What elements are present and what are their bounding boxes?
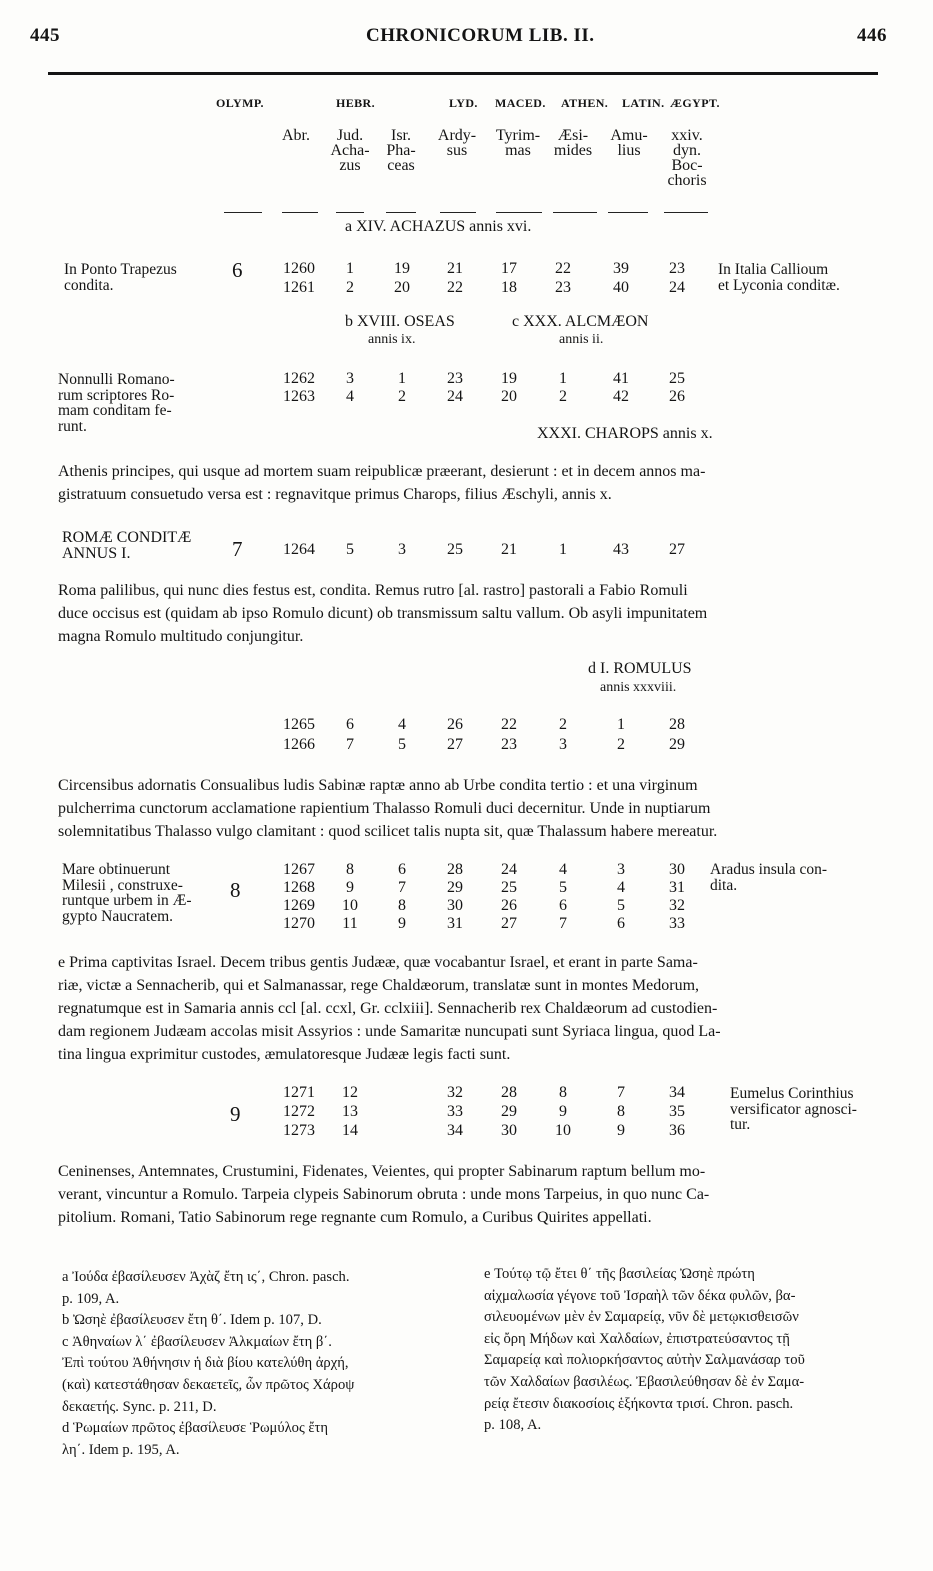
cell-abr: 1270 <box>283 915 315 932</box>
cell-athen: 7 <box>559 915 567 932</box>
cell-isr: 2 <box>398 388 406 405</box>
cell-maced: 17 <box>501 260 517 277</box>
cell-jud: 14 <box>342 1122 358 1139</box>
cell-athen: 1 <box>559 370 567 387</box>
cell-latin: 7 <box>617 1084 625 1101</box>
cell-aegypt: 27 <box>669 541 685 558</box>
cell-latin: 1 <box>617 716 625 733</box>
cell-athen: 9 <box>559 1103 567 1120</box>
footnotes-right: e Τούτῳ τῷ ἔτει θ΄ τῆς βασιλείας Ὠσηὲ πρώτη αἰχμαλωσία γέγονε τοῦ Ἰσραὴλ τῶν δέκα φυλῶν, βα- σιλευομένων μὲν ἐν Σαμαρείᾳ, νῦν δὲ μετῳκισθεισῶν εἰς ὄρη Μήδων καὶ Χαλδαίων, ἐπιστρατεύσαντος τῇ Σαμαρείᾳ καὶ πολιορκήσαντος αὐτὴν Σαλμανάσαρ τοῦ τῶν Χαλδαίων βασιλέως. Ἐβασιλεύθησαν δὲ ἐν Σαμα- ρείᾳ ἔτεσιν διακοσίοις ἑξήκοντα τρισί. Chron. pasch. p. 108, A. <box>484 1266 805 1434</box>
cell-maced: 23 <box>501 736 517 753</box>
king-heading-charops: XXXI. CHAROPS annis x. <box>537 425 713 442</box>
cell-latin: 41 <box>613 370 629 387</box>
cell-abr: 1272 <box>283 1103 315 1120</box>
cell-abr: 1266 <box>283 736 315 753</box>
side-note-trapezus: In Ponto Trapezus condita. <box>64 261 177 294</box>
side-note-romae-conditae: ROMÆ CONDITÆ ANNUS I. <box>62 529 192 562</box>
col-athen: Æsi- mides <box>553 127 593 159</box>
paragraph-athenis: Athenis principes, qui usque ad mortem suam reipublicæ præerant, desierunt : et in decem annos ma- gistratuum consuetudo versa est : regnavitque primus Charops, filius Æschyli, annis x. <box>58 463 706 503</box>
cell-isr: 3 <box>398 541 406 558</box>
footnote-d: d Ῥωμαίων πρῶτος ἐβασίλευσε Ῥωμύλος ἔτη <box>62 1420 329 1437</box>
cell-abr: 1263 <box>283 388 315 405</box>
col-group-athen: ATHEN. <box>561 96 609 110</box>
cell-maced: 20 <box>501 388 517 405</box>
cell-maced: 30 <box>501 1122 517 1139</box>
cell-jud: 4 <box>346 388 354 405</box>
paragraph-roma: Roma palilibus, qui nunc dies festus est, condita. Remus rutro [al. rastro] pastorali a Fabio Romuli duce occisus est (quidam ab ipso Romulo dicunt) ob transmissum saltu vallum. Ob asyli impunitatem magna Romulo multitudo conjungitur. <box>58 582 708 645</box>
cell-athen: 5 <box>559 879 567 896</box>
cell-aegypt: 30 <box>669 861 685 878</box>
header-rule <box>48 72 878 75</box>
cell-isr: 8 <box>398 897 406 914</box>
cell-isr: 7 <box>398 879 406 896</box>
cell-athen: 1 <box>559 541 567 558</box>
side-note-callioum: In Italia Callioum et Lyconia conditæ. <box>718 261 840 294</box>
cell-aegypt: 26 <box>669 388 685 405</box>
cell-aegypt: 34 <box>669 1084 685 1101</box>
cell-latin: 43 <box>613 541 629 558</box>
cell-aegypt: 35 <box>669 1103 685 1120</box>
cell-isr: 9 <box>398 915 406 932</box>
olympiad-number: 8 <box>230 878 241 902</box>
page-number-right: 446 <box>857 25 887 46</box>
cell-abr: 1268 <box>283 879 315 896</box>
cell-jud: 12 <box>342 1084 358 1101</box>
cell-athen: 22 <box>555 260 571 277</box>
cell-jud: 5 <box>346 541 354 558</box>
cell-latin: 3 <box>617 861 625 878</box>
side-note-aradus: Aradus insula con- dita. <box>710 861 828 894</box>
col-group-hebr: HEBR. <box>336 96 376 110</box>
col-group-lyd: LYD. <box>449 96 478 110</box>
cell-aegypt: 29 <box>669 736 685 753</box>
cell-jud: 10 <box>342 897 358 914</box>
col-isr: Isr. Pha- ceas <box>386 127 416 174</box>
cell-maced: 21 <box>501 541 517 558</box>
cell-lyd: 25 <box>447 541 463 558</box>
king-heading-achazus: a XIV. ACHAZUS annis xvi. <box>345 218 532 235</box>
running-title: CHRONICORUM LIB. II. <box>366 25 595 46</box>
cell-lyd: 22 <box>447 279 463 296</box>
cell-abr: 1264 <box>283 541 315 558</box>
col-abr: Abr. <box>282 127 310 144</box>
footnote-e: e Τούτῳ τῷ ἔτει θ΄ τῆς βασιλείας Ὠσηὲ πρώτη <box>484 1266 755 1282</box>
cell-latin: 39 <box>613 260 629 277</box>
cell-abr: 1261 <box>283 279 315 296</box>
cell-jud: 8 <box>346 861 354 878</box>
king-heading-romulus: d I. ROMULUS <box>588 660 692 677</box>
cell-lyd: 33 <box>447 1103 463 1120</box>
col-lyd: Ardy- sus <box>437 127 477 159</box>
col-aegypt: xxiv. dyn. Boc- choris <box>667 127 707 189</box>
cell-isr: 5 <box>398 736 406 753</box>
cell-jud: 1 <box>346 260 354 277</box>
cell-lyd: 27 <box>447 736 463 753</box>
cell-jud: 13 <box>342 1103 358 1120</box>
cell-maced: 28 <box>501 1084 517 1101</box>
cell-aegypt: 32 <box>669 897 685 914</box>
paragraph-captivitas: e Prima captivitas Israel. Decem tribus gentis Judææ, quæ vocabantur Israel, et erant in parte Sama- riæ, victæ a Sennacherib, qui et Salmanassar, rege Chaldæorum, translatæ sunt in montes Medorum, regnatumque est in Samaria annis ccl [al. ccxl, Gr. cclxiii]. Sennacherib rex Chaldæorum ad custodien- dam regionem Judæam accolas misit Assyrios : unde Samaritæ nuncupati sunt Syriaca lingua, quod La- tina lingua exprimitur custodes, æmulatoresque Judææ legis facti sunt. <box>58 954 721 1063</box>
cell-latin: 42 <box>613 388 629 405</box>
footnote-b: b Ὠσηὲ ἐβασίλευσεν ἔτη θ΄. Idem p. 107, D. <box>62 1312 322 1329</box>
footnote-c: c Ἀθηναίων λ΄ ἐβασίλευσεν Ἀλκμαίων ἔτη β΄. <box>62 1333 332 1350</box>
col-maced: Tyrim- mas <box>495 127 541 159</box>
cell-lyd: 32 <box>447 1084 463 1101</box>
cell-lyd: 29 <box>447 879 463 896</box>
cell-aegypt: 25 <box>669 370 685 387</box>
king-years-romulus: annis xxxviii. <box>600 680 677 695</box>
cell-abr: 1260 <box>283 260 315 277</box>
cell-athen: 3 <box>559 736 567 753</box>
cell-abr: 1265 <box>283 716 315 733</box>
cell-lyd: 21 <box>447 260 463 277</box>
cell-maced: 22 <box>501 716 517 733</box>
col-latin: Amu- lius <box>610 127 648 159</box>
cell-isr: 20 <box>394 279 410 296</box>
cell-maced: 27 <box>501 915 517 932</box>
cell-jud: 7 <box>346 736 354 753</box>
paragraph-ceninenses: Ceninenses, Antemnates, Crustumini, Fidenates, Veientes, qui propter Sabinarum raptum bellum mo- verant, vincuntur a Romulo. Tarpeia clypeis Sabinorum obruta : unde mons Tarpeius, in quo nunc Ca- pitolium. Romani, Tatio Sabinorum rege regnante cum Romulo, a Curibus Quirites appellati. <box>58 1163 710 1226</box>
cell-abr: 1271 <box>283 1084 315 1101</box>
cell-lyd: 24 <box>447 388 463 405</box>
cell-abr: 1269 <box>283 897 315 914</box>
king-years-oseas: annis ix. <box>368 332 416 347</box>
cell-jud: 2 <box>346 279 354 296</box>
col-group-latin: LATIN. <box>622 96 665 110</box>
page-number-left: 445 <box>30 25 60 46</box>
cell-latin: 9 <box>617 1122 625 1139</box>
cell-isr: 1 <box>398 370 406 387</box>
cell-athen: 8 <box>559 1084 567 1101</box>
col-group-aegypt: ÆGYPT. <box>670 96 720 110</box>
olympiad-number: 7 <box>232 537 243 561</box>
cell-lyd: 28 <box>447 861 463 878</box>
cell-aegypt: 23 <box>669 260 685 277</box>
cell-maced: 18 <box>501 279 517 296</box>
cell-latin: 5 <box>617 897 625 914</box>
cell-jud: 6 <box>346 716 354 733</box>
cell-latin: 6 <box>617 915 625 932</box>
cell-aegypt: 24 <box>669 279 685 296</box>
king-heading-alcmaeon: c XXX. ALCMÆON <box>512 313 649 330</box>
cell-abr: 1273 <box>283 1122 315 1139</box>
cell-isr: 4 <box>398 716 406 733</box>
olympiad-number: 9 <box>230 1102 241 1126</box>
side-note-milesii: Mare obtinuerunt Milesii , construxe- runtque urbem in Æ- gypto Naucratem. <box>62 861 192 925</box>
cell-athen: 23 <box>555 279 571 296</box>
cell-abr: 1262 <box>283 370 315 387</box>
cell-maced: 29 <box>501 1103 517 1120</box>
cell-isr: 6 <box>398 861 406 878</box>
cell-maced: 19 <box>501 370 517 387</box>
cell-abr: 1267 <box>283 861 315 878</box>
col-jud: Jud. Acha- zus <box>330 127 370 174</box>
footnotes-left: a Ἰούδα ἐβασίλευσεν Ἀχὰζ ἔτη ις΄, Chron. pasch. p. 109, A. b Ὠσηὲ ἐβασίλευσεν ἔτη θ΄. Idem p. 107, D. c Ἀθηναίων λ΄ ἐβασίλευσεν Ἀλκμαίων ἔτη β΄. Ἐπὶ τούτου Ἀθήνησιν ἡ διὰ βίου κατελύθη ἀρχή, (καὶ) κατεστάθησαν δεκαετεῖς, ὧν πρῶτος Χάροψ δεκαετής. Sync. p. 211, D. d Ῥωμαίων πρῶτος ἐβασίλευσε Ῥωμύλος ἔτη λη΄. Idem p. 195, A. <box>62 1269 355 1458</box>
side-note-eumelus: Eumelus Corinthius versificator agnosci- tur. <box>730 1085 857 1133</box>
cell-latin: 8 <box>617 1103 625 1120</box>
cell-maced: 26 <box>501 897 517 914</box>
cell-aegypt: 33 <box>669 915 685 932</box>
cell-jud: 11 <box>342 915 358 932</box>
cell-isr: 19 <box>394 260 410 277</box>
col-group-maced: MACED. <box>495 96 546 110</box>
cell-jud: 9 <box>346 879 354 896</box>
cell-latin: 4 <box>617 879 625 896</box>
king-heading-oseas: b XVIII. OSEAS <box>345 313 455 330</box>
cell-athen: 6 <box>559 897 567 914</box>
cell-athen: 4 <box>559 861 567 878</box>
cell-latin: 40 <box>613 279 629 296</box>
paragraph-circensibus: Circensibus adornatis Consualibus ludis Sabinæ raptæ anno ab Urbe condita tertio : et una virginum pulcherrima cunctorum acclamatione rapientium Thalasso Romuli duci decernitur. Unde in nuptiarum solemnitatibus Thalasso vulgo clamitant : quod scilicet talis nupta sit, quæ Thalassum habere mereatur. <box>58 777 718 840</box>
cell-athen: 2 <box>559 716 567 733</box>
cell-lyd: 26 <box>447 716 463 733</box>
king-years-alcmaeon: annis ii. <box>559 332 604 347</box>
cell-maced: 25 <box>501 879 517 896</box>
cell-maced: 24 <box>501 861 517 878</box>
side-note-romani: Nonnulli Romano- rum scriptores Ro- mam conditam fe- runt. <box>58 371 175 435</box>
cell-lyd: 31 <box>447 915 463 932</box>
cell-latin: 2 <box>617 736 625 753</box>
cell-jud: 3 <box>346 370 354 387</box>
cell-athen: 10 <box>555 1122 571 1139</box>
col-group-olymp: OLYMP. <box>216 96 264 110</box>
cell-aegypt: 36 <box>669 1122 685 1139</box>
cell-aegypt: 31 <box>669 879 685 896</box>
cell-lyd: 30 <box>447 897 463 914</box>
cell-lyd: 34 <box>447 1122 463 1139</box>
cell-athen: 2 <box>559 388 567 405</box>
footnote-a: a Ἰούδα ἐβασίλευσεν Ἀχὰζ ἔτη ις΄, Chron. pasch. <box>62 1269 350 1285</box>
cell-lyd: 23 <box>447 370 463 387</box>
olympiad-number: 6 <box>232 258 243 282</box>
cell-aegypt: 28 <box>669 716 685 733</box>
